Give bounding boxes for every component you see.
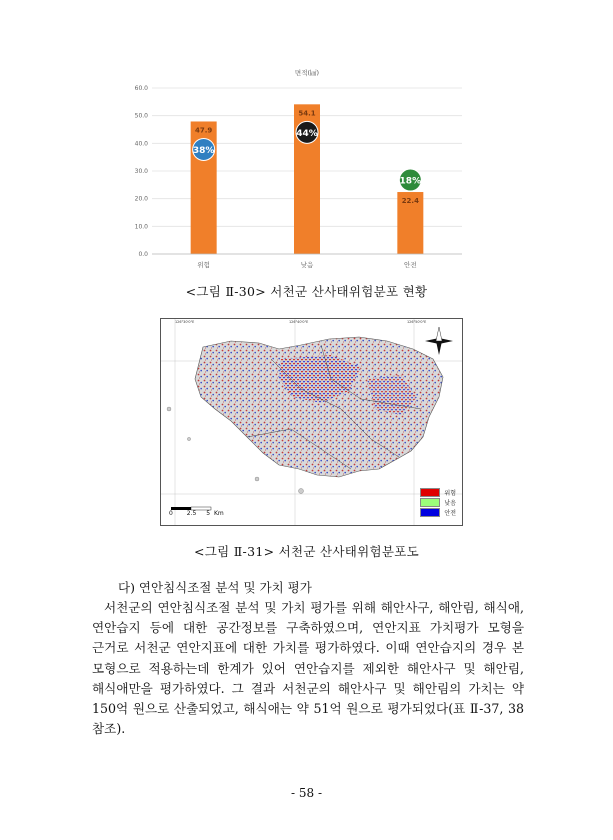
x-tick-label: 위험 (197, 261, 210, 269)
data-label: 47.9 (195, 126, 213, 135)
scale-number: 5 (206, 510, 211, 517)
y-tick-label: 60.0 (134, 85, 148, 92)
scale-number: 2.5 (186, 510, 197, 517)
data-label: 22.4 (401, 197, 419, 206)
percent-badge-label: 38% (192, 145, 215, 156)
landslide-risk-map (160, 318, 463, 526)
y-tick-label: 40.0 (134, 140, 148, 148)
legend-item-low (420, 497, 456, 507)
x-tick-label: 낮음 (300, 261, 314, 269)
north-arrow-icon (425, 327, 453, 355)
map-top-tick: 126°40'0"E (289, 320, 309, 324)
map-top-tick: 126°50'0"E (407, 320, 427, 324)
scale-unit: Km (213, 510, 224, 517)
bar-chart-svg (112, 64, 472, 279)
y-tick-label: 30.0 (134, 168, 148, 175)
x-tick-label: 안전 (404, 261, 417, 269)
legend-label: 위험 (444, 489, 456, 497)
chart-title: 면적(㎢) (294, 69, 320, 77)
y-tick-label: 10.0 (134, 223, 148, 231)
scale-number: 0 (169, 510, 173, 517)
map-top-tick: 126°30'0"E (175, 320, 195, 324)
legend-swatch (420, 488, 440, 497)
y-tick-label: 0.0 (138, 251, 148, 258)
y-tick-label: 20.0 (134, 195, 148, 203)
percent-badge-label: 44% (296, 128, 318, 139)
legend-item-safe (420, 507, 456, 517)
area-bar-chart (112, 64, 472, 279)
legend-label: 안전 (444, 509, 456, 517)
map-svg (161, 319, 462, 525)
section-title: 다) 연안침식조절 분석 및 가치 평가 (118, 580, 312, 595)
map-scale-bar (169, 510, 224, 517)
legend-item-risk (420, 487, 456, 497)
figure-31-caption: <그림 Ⅱ-31> 서천군 산사태위험분포도 (193, 544, 420, 559)
page-number: - 58 - (290, 786, 322, 800)
legend-swatch (420, 498, 440, 507)
legend-label: 낮음 (444, 499, 456, 507)
legend-swatch (420, 508, 440, 517)
body-paragraph: 서천군의 연안침식조절 분석 및 가치 평가를 위해 해안사구, 해안림, 해식애, 연안습지 등에 대한 공간정보를 구축하였으며, 연안지표 가치평가 모형을 근거로 서천군 연안지표에 대한 가치를 평가하였다. 이때 연안습지의 경우 본 모형으로 적용하는데 한계가 있어 연안습지를 제외한 해안사구 및 해안림, 해식애만을 평가하였다. 그 결과 서천군의 해안사구 및 해안림의 가치는 약 150억 원으로 산출되었고, 해식애는 약 51억 원으로 평가되었다(표 Ⅱ-37, 38 참조). (92, 600, 524, 737)
y-tick-label: 50.0 (134, 112, 148, 120)
map-legend (420, 487, 456, 517)
data-label: 54.1 (298, 109, 316, 118)
percent-badge-label: 18% (399, 176, 422, 187)
figure-30-caption: <그림 Ⅱ-30> 서천군 산사태위험분포 현황 (185, 284, 428, 299)
